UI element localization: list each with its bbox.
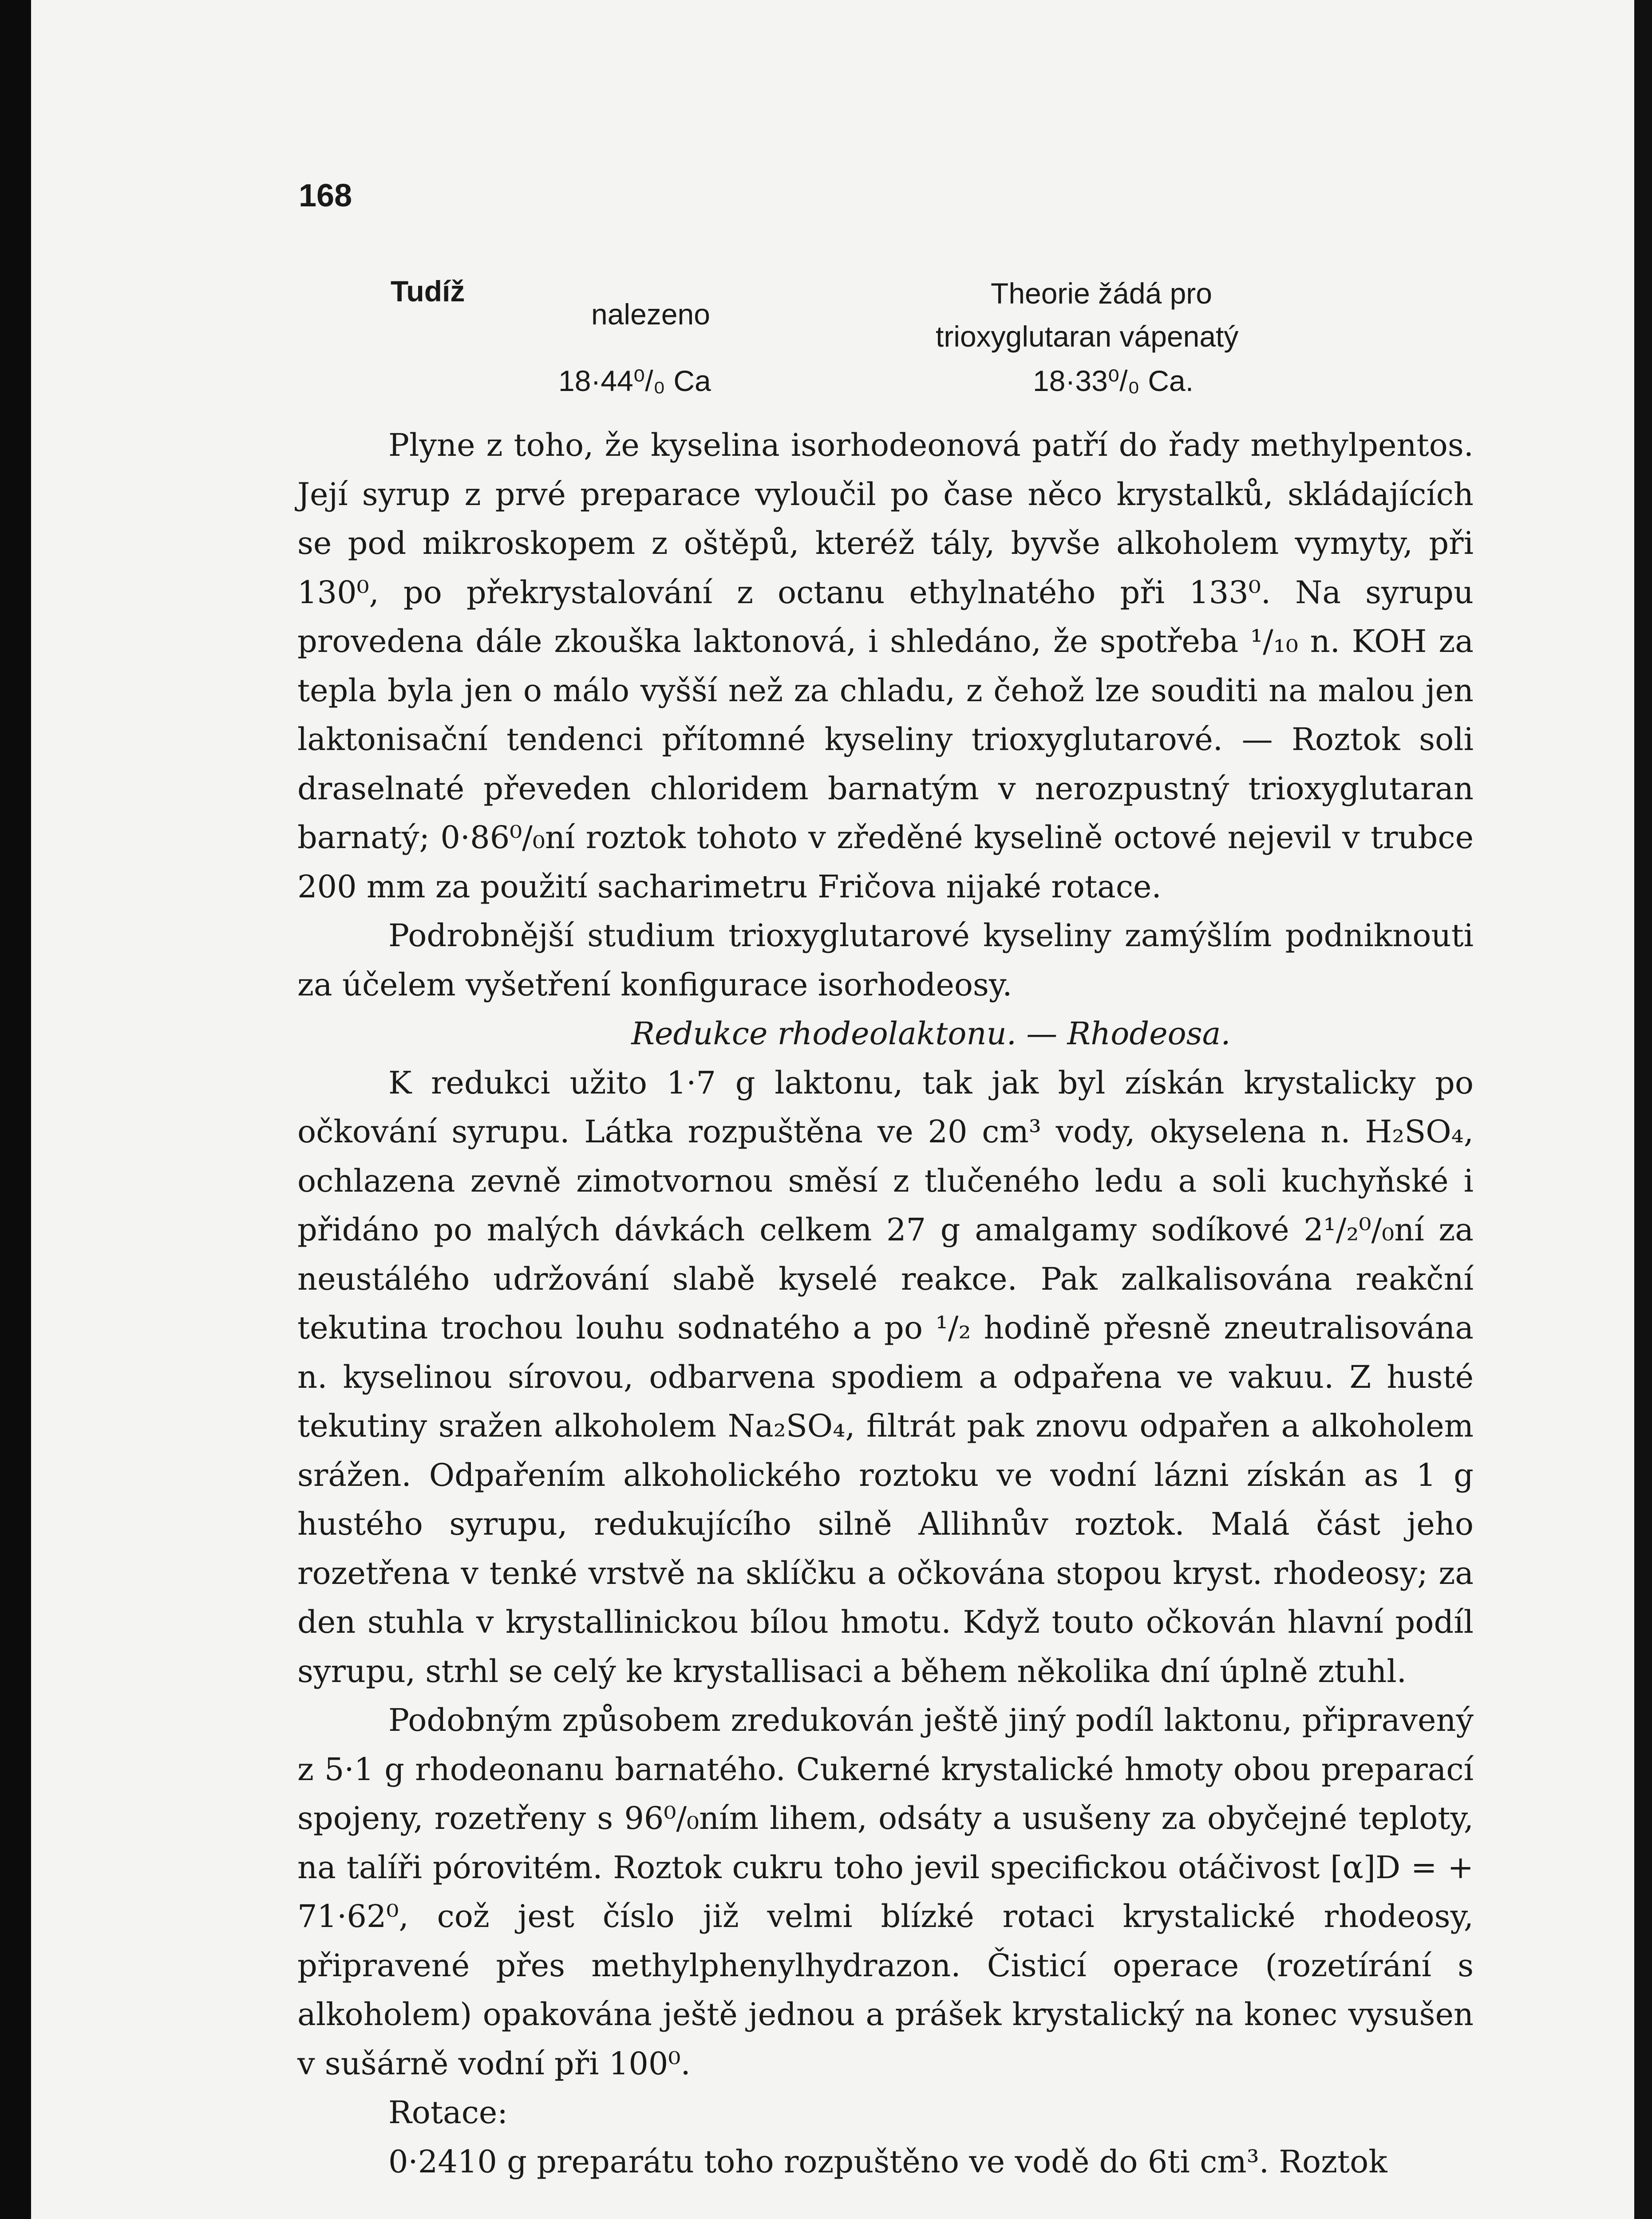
table-header-found: nalezeno [591, 298, 710, 331]
paragraph-6: 0·2410 g preparátu toho rozpuštěno ve vodě do 6ti cm³. Roztok [388, 2143, 1387, 2180]
paragraph-4: Podobným způsobem zredukován ještě jiný podíl laktonu, připravený z 5·1 g rhodeonanu barnatého. Cukerné krystalické hmoty obou preparací spojeny, rozetřeny s 96⁰/₀ním lihem, odsáty a usušeny za obyčejné teploty, na talíři pórovitém. Roztok cukru toho jevil specifickou otáčivost [α]D = + 71·62⁰, což jest číslo již velmi blízké rotaci krystalické rhodeosy, připravené přes methylphenylhydrazon. Čisticí operace (rozetírání s alkoholem) opakována ještě jednou a prášek krystalický na konec vysušen v sušárně vodní při 100⁰. [297, 1702, 1474, 2082]
paragraph-3: K redukci užito 1·7 g laktonu, tak jak byl získán krystalicky po očkování syrupu. Látka rozpuštěna ve 20 cm³ vody, okyselena n. H₂SO₄, ochlazena zevně zimotvornou směsí z tlučeného ledu a soli kuchyňské i přidáno po malých dávkách celkem 27 g amalgamy sodíkové 2¹/₂⁰/₀ní za neustálého udržování slabě kyselé reakce. Pak zalkalisována reakční tekutina trochou louhu sodnatého a po ¹/₂ hodině přesně zneutralisována n. kyselinou sírovou, odbarvena spodiem a odpařena ve vakuu. Z husté tekutiny sražen alkoholem Na₂SO₄, filtrát pak znovu odpařen a alkoholem srážen. Odpařením alkoholického roztoku ve vodní lázni získán as 1 g hustého syrupu, redukujícího silně Allihnův roztok. Malá část jeho rozetřena v tenké vrstvě na sklíčku a očkována stopou kryst. rhodeosy; za den stuhla v krystallinickou bílou hmotu. Když touto očkován hlavní podíl syrupu, strhl se celý ke krystallisaci a během několika dní úplně ztuhl. [297, 1064, 1474, 1690]
paragraph-2: Podrobnější studium trioxyglutarové kyseliny zamýšlím podniknouti za účelem vyšetření konfigurace isorhodeosy. [297, 917, 1474, 1003]
paragraph-1: Plyne z toho, že kyselina isorhodeonová patří do řady methylpentos. Její syrup z prvé preparace vyloučil po čase něco krystalků, skládajících se pod mikroskopem z oštěpů, kteréž tály, byvše alkoholem vymyty, při 130⁰, po překrystalování z octanu ethylnatého při 133⁰. Na syrupu provedena dále zkouška laktonová, i shledáno, že spotřeba ¹/₁₀ n. KOH za tepla byla jen o málo vyšší než za chladu, z čehož lze souditi na malou jen laktonisační tendenci přítomné kyseliny trioxyglutarové. — Roztok soli draselnaté převeden chloridem barnatým v nerozpustný trioxyglutaran barnatý; 0·86⁰/₀ní roztok tohoto v zředěné kyselině octové nejevil v trubce 200 mm za použití sacharimetru Fričova nijaké rotace. [297, 427, 1474, 905]
scan-border-right [1634, 0, 1652, 2219]
table-header-theory-line2: trioxyglutaran vápenatý [936, 320, 1239, 353]
paragraph-5: Rotace: [388, 2094, 508, 2131]
page-number: 168 [299, 178, 352, 213]
table-theory-value: 18·33⁰/₀ Ca. [1033, 364, 1194, 397]
table-header-theory-line1: Theorie žádá pro [991, 277, 1212, 310]
scan-border-left [0, 0, 31, 2219]
table-label-tudiz: Tudíž [391, 275, 465, 308]
section-heading: Redukce rhodeolaktonu. — Rhodeosa. [631, 1015, 1231, 1052]
body-text [297, 421, 1474, 2186]
table-found-value: 18·44⁰/₀ Ca [558, 364, 711, 397]
